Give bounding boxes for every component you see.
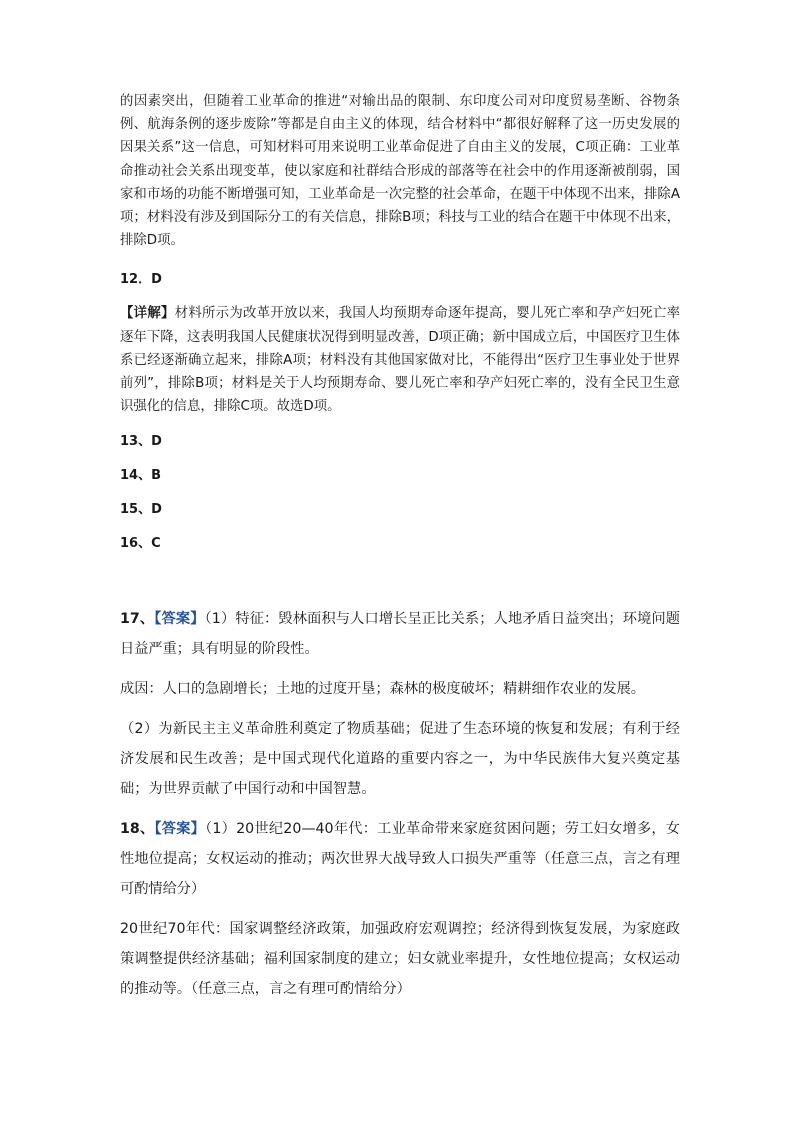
q17-answer-tag: 【答案】 [154,611,205,628]
q18-part1-text: （1）20世纪20—40年代：工业革命带来家庭贫困问题；劳工妇女增多，女性地位提高；女权运动的推动；两次世界大战导致人口损失严重等（任意三点，言之有理可酌情给分） [120,821,680,898]
q12-detail-tag: 【详解】 [120,306,175,322]
q15-answer: 15、D [120,502,162,518]
q17-number: 17、 [120,611,155,628]
q12-detail-text: 材料所示为改革开放以来，我国人均预期寿命逐年提高，婴儿死亡率和孕产妇死亡率逐年下降，这表明我国人民健康状况得到明显改善，D项正确；新中国成立后，中国医疗卫生体系已经逐渐确立起来，排除A项；材料没有其他国家做对比，不能得出“医疗卫生事业处于世界前列”，排除B项；材料是关于人均预期寿命、婴儿死亡率和孕产妇死亡率的，没有全民卫生意识强化的信息，排除C项。故选D项。 [120,306,681,415]
q13-answer: 13、D [120,434,162,450]
q17-part1-text: （1）特征：毁林面积与人口增长呈正比关系；人地矛盾日益突出；环境问题日益严重；具有明显的阶段性。 [120,611,680,658]
q18-part2: 20世纪70年代：国家调整经济政策，加强政府宏观调控；经济得到恢复发展，为家庭政策调整提供经济基础；福利国家制度的建立；妇女就业率提升，女性地位提高；女权运动的推动等。（任意三点，言之有理可酌情给分） [120,921,680,998]
q18-answer-tag: 【答案】 [154,821,206,838]
q17-cause: 成因：人口的急剧增长；土地的过度开垦；森林的极度破坏；精耕细作农业的发展。 [120,681,645,698]
q17-part1 [120,604,680,664]
q14-answer: 14、B [120,468,161,484]
q18-part1 [120,814,680,904]
q16-answer: 16、C [120,536,161,552]
document-content [120,90,680,1004]
q18-number: 18、 [120,821,155,838]
intro-paragraph: 的因素突出，但随着工业革命的推进“对输出品的限制、东印度公司对印度贸易垄断、谷物条例、航海条例的逐步废除”等都是自由主义的体现，结合材料中“都很好解释了这一历史发展的因果关系”这一信息，可知材料可用来说明工业革命促进了自由主义的发展，C项正确：工业革命推动社会关系出现变革，使以家庭和社群结合形成的部落等在社会中的作用逐渐被削弱，国家和市场的功能不断增强可知，工业革命是一次完整的社会革命，在题干中体现不出来，排除A项；材料没有涉及到国际分工的有关信息，排除B项；科技与工业的结合在题干中体现不出来，排除D项。 [120,94,680,249]
q17-part2: （2）为新民主主义革命胜利奠定了物质基础；促进了生态环境的恢复和发展；有利于经济发展和民生改善；是中国式现代化道路的重要内容之一，为中华民族伟大复兴奠定基础；为世界贡献了中国行动和中国智慧。 [120,721,680,798]
q12-answer: 12．D [120,272,162,288]
q12-explanation [120,302,680,418]
